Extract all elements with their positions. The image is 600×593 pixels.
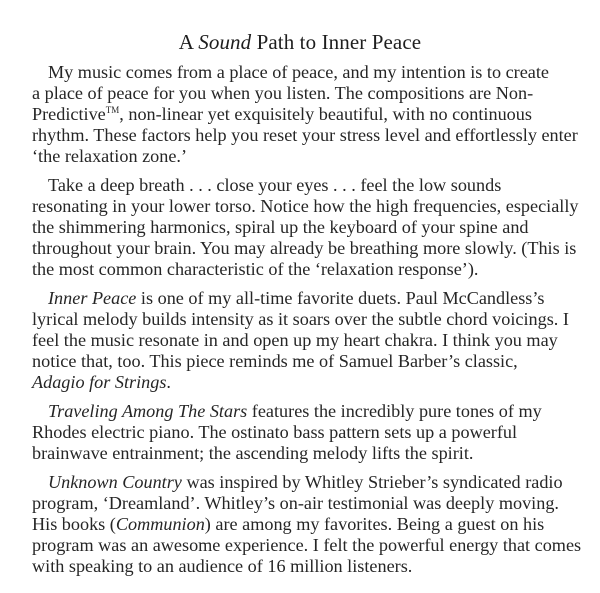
- text-run: feel the music resonate in and open up my heart chakra. I think you may: [32, 330, 558, 350]
- paragraph: [32, 288, 592, 393]
- text-line: [32, 372, 592, 393]
- text-run: was inspired by Whitley Strieber’s syndicated radio: [181, 472, 563, 492]
- text-run: notice that, too. This piece reminds me of Samuel Barber’s classic,: [32, 351, 518, 371]
- page-title: [0, 30, 600, 55]
- text-line: [32, 472, 592, 493]
- text-run: with speaking to an audience of 16 million listeners.: [32, 556, 413, 576]
- text-run: , non-linear yet exquisitely beautiful, with no continuous: [119, 104, 532, 124]
- text-run: lyrical melody builds intensity as it soars over the subtle chord voicings. I: [32, 309, 569, 329]
- text-run: ) are among my favorites. Being a guest on his: [204, 514, 545, 534]
- text-line: [32, 535, 592, 556]
- text-run: is one of my all-time favorite duets. Paul McCandless’s: [136, 288, 545, 308]
- text-line: [32, 422, 592, 443]
- italic-title: Traveling Among The Stars: [48, 401, 248, 421]
- text-run: features the incredibly pure tones of my: [247, 401, 542, 421]
- text-run: the most common characteristic of the ‘relaxation response’).: [32, 259, 479, 279]
- text-run: Predictive: [32, 104, 106, 124]
- text-line: [32, 443, 592, 464]
- trademark-mark: TM: [105, 105, 120, 115]
- text-line: [32, 217, 592, 238]
- italic-title: Adagio for Strings: [32, 372, 167, 392]
- title-prefix: A: [178, 30, 199, 54]
- text-run: program was an awesome experience. I felt the powerful energy that comes: [32, 535, 582, 555]
- text-line: [32, 196, 592, 217]
- text-line: [32, 62, 592, 83]
- text-run: Take a deep breath . . . close your eyes . . . feel the low sounds: [48, 175, 502, 195]
- body-text: [32, 62, 592, 585]
- text-line: [32, 238, 592, 259]
- text-line: [32, 309, 592, 330]
- text-run: throughout your brain. You may already be breathing more slowly. (This is: [32, 238, 577, 258]
- text-line: [32, 401, 592, 422]
- text-line: [32, 146, 592, 167]
- text-line: [32, 288, 592, 309]
- text-run: Rhodes electric piano. The ostinato bass pattern sets up a powerful: [32, 422, 518, 442]
- title-suffix: Path to Inner Peace: [251, 30, 422, 54]
- text-run: brainwave entrainment; the ascending melody lifts the spirit.: [32, 443, 474, 463]
- text-run: resonating in your lower torso. Notice how the high frequencies, especially: [32, 196, 579, 216]
- text-line: [32, 493, 592, 514]
- title-italic-word: Sound: [198, 30, 252, 54]
- text-run: His books (: [32, 514, 116, 534]
- italic-title: Unknown Country: [48, 472, 182, 492]
- text-line: [32, 556, 592, 577]
- text-line: [32, 175, 592, 196]
- text-run: program, ‘Dreamland’. Whitley’s on-air testimonial was deeply moving.: [32, 493, 559, 513]
- text-run: My music comes from a place of peace, and my intention is to create: [48, 62, 549, 82]
- paragraph: [32, 62, 592, 167]
- text-run: a place of peace for you when you listen. The compositions are Non-: [32, 83, 534, 103]
- text-run: rhythm. These factors help you reset your stress level and effortlessly enter: [32, 125, 578, 145]
- paragraph: [32, 472, 592, 577]
- text-line: [32, 514, 592, 535]
- text-line: [32, 330, 592, 351]
- text-run: the shimmering harmonics, spiral up the keyboard of your spine and: [32, 217, 529, 237]
- text-run: ‘the relaxation zone.’: [32, 146, 188, 166]
- text-run: .: [166, 372, 171, 392]
- text-line: [32, 125, 592, 146]
- paragraph: [32, 175, 592, 280]
- italic-title: Inner Peace: [48, 288, 137, 308]
- text-line: [32, 259, 592, 280]
- paragraph: [32, 401, 592, 464]
- text-line: [32, 83, 592, 104]
- text-line: [32, 104, 592, 125]
- text-line: [32, 351, 592, 372]
- italic-title: Communion: [115, 514, 205, 534]
